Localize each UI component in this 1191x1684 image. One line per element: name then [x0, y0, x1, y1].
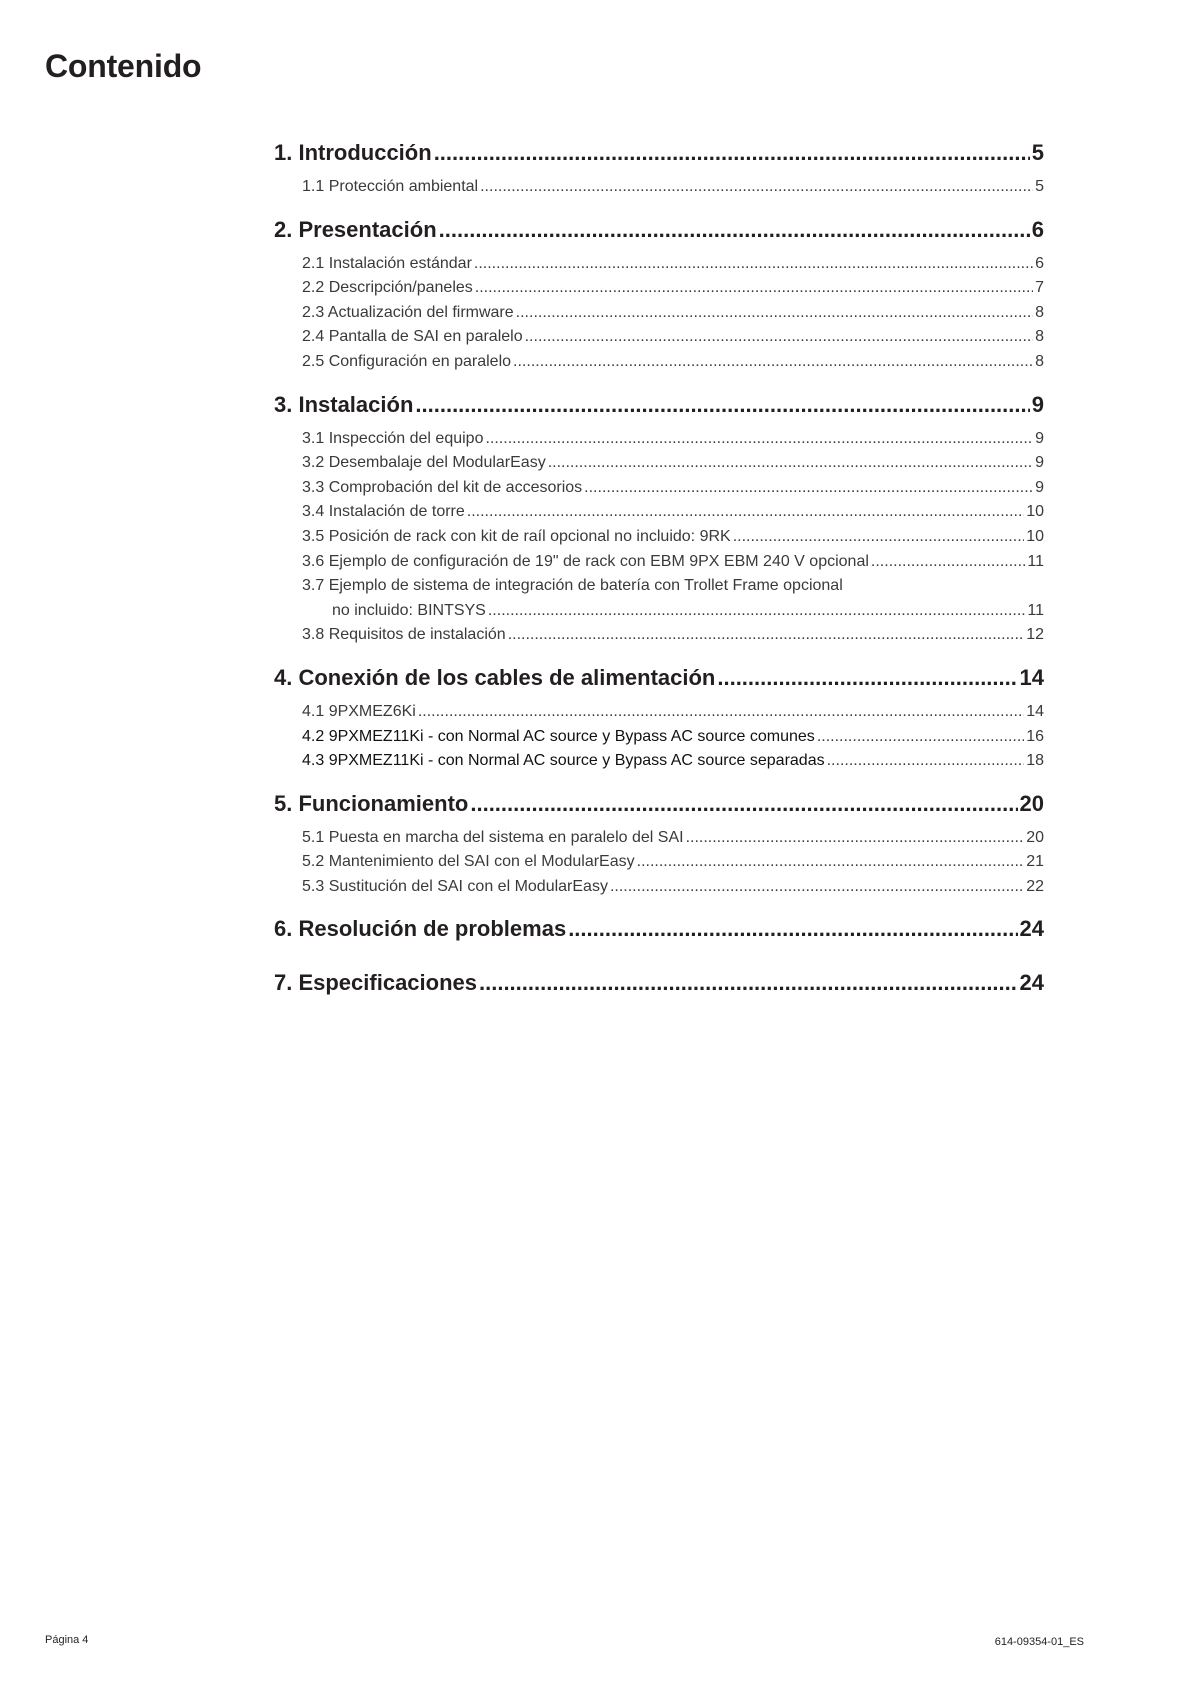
toc-page-number: 16 [1026, 727, 1044, 745]
toc-section-label: 2.2 Descripción/paneles [302, 279, 473, 297]
toc-section-entry[interactable] [302, 875, 1044, 900]
toc-leader-dots [480, 175, 1033, 200]
toc-section-label: 1.1 Protección ambiental [302, 178, 479, 195]
toc-section-entry[interactable] [302, 749, 1044, 774]
toc-leader-dots [475, 276, 1033, 301]
toc-leader-dots [871, 550, 1025, 575]
toc-page-number: 11 [1027, 601, 1044, 619]
toc-chapter-entry[interactable] [274, 137, 1044, 169]
toc-section-label: 3.8 Requisitos de instalación [302, 626, 506, 644]
toc-section-label: 2.5 Configuración en paralelo [302, 352, 512, 370]
toc-leader-dots [479, 967, 1018, 999]
toc-leader-dots [467, 500, 1024, 525]
toc-section-label: 2.3 Actualización del firmware [302, 303, 514, 321]
toc-leader-dots [733, 525, 1025, 550]
toc-page-number: 10 [1026, 503, 1044, 521]
toc-page-number: 14 [1019, 664, 1044, 690]
toc-chapter-7 [274, 967, 1044, 999]
toc-chapter-5 [274, 788, 1044, 900]
toc-chapter-6 [274, 913, 1044, 945]
toc-leader-dots [470, 788, 1017, 820]
toc-leader-dots [434, 137, 1030, 169]
toc-page-number: 6 [1035, 254, 1044, 272]
toc-page-number: 24 [1019, 916, 1044, 942]
toc-section-entry[interactable] [302, 252, 1044, 277]
toc-page-number: 21 [1026, 853, 1044, 871]
toc-leader-dots [568, 913, 1017, 945]
toc-leader-dots [637, 850, 1025, 875]
toc-page-number: 12 [1026, 626, 1044, 644]
footer-page-label: Página 4 [45, 1634, 89, 1646]
toc-page-number: 8 [1035, 303, 1044, 321]
toc-section-entry-continuation[interactable] [302, 599, 1044, 624]
toc-leader-dots [513, 350, 1033, 375]
toc-page-number: 20 [1019, 790, 1044, 816]
toc-chapter-2 [274, 214, 1044, 375]
toc-page-number: 8 [1035, 352, 1044, 370]
toc-section-label: 2.1 Instalación estándar [302, 254, 472, 272]
toc-page-number: 22 [1026, 877, 1044, 895]
toc-section-label-continuation: no incluido: BINTSYS [332, 601, 486, 619]
toc-chapter-label: 7. Especificaciones [274, 970, 477, 996]
toc-page-number: 6 [1031, 216, 1044, 242]
toc-section-entry[interactable] [302, 550, 1044, 575]
page-title: Contenido [45, 48, 202, 84]
toc-chapter-entry[interactable] [274, 913, 1044, 945]
table-of-contents [274, 137, 1044, 1021]
toc-section-entry[interactable] [302, 451, 1044, 476]
toc-section-label: 5.3 Sustitución del SAI con el ModularEasy [302, 877, 608, 895]
toc-chapter-entry[interactable] [274, 662, 1044, 694]
toc-page-number: 9 [1035, 478, 1044, 496]
footer-doc-code: 614-09354-01_ES [994, 1636, 1084, 1648]
toc-section-entry[interactable] [302, 350, 1044, 375]
toc-leader-dots [418, 700, 1024, 725]
toc-leader-dots [610, 875, 1024, 900]
toc-leader-dots [548, 451, 1033, 476]
toc-page-number: 20 [1026, 828, 1044, 846]
toc-section-entry[interactable] [302, 325, 1044, 350]
toc-page-number: 10 [1026, 527, 1044, 545]
toc-leader-dots [485, 427, 1033, 452]
toc-page-number: 14 [1026, 702, 1044, 720]
toc-page-number: 9 [1035, 454, 1044, 472]
toc-section-entry[interactable] [302, 427, 1044, 452]
toc-leader-dots [508, 623, 1025, 648]
toc-section-label: 2.4 Pantalla de SAI en paralelo [302, 328, 523, 346]
toc-chapter-3 [274, 389, 1044, 648]
toc-page-number: 7 [1035, 279, 1044, 297]
toc-leader-dots [474, 252, 1033, 277]
toc-section-entry[interactable] [302, 725, 1044, 750]
toc-chapter-entry[interactable] [274, 788, 1044, 820]
toc-section-entry[interactable] [302, 826, 1044, 851]
toc-leader-dots [686, 826, 1025, 851]
toc-leader-dots [516, 301, 1033, 326]
toc-section-entry[interactable] [302, 500, 1044, 525]
toc-section-entry[interactable] [302, 301, 1044, 326]
toc-chapter-label: 6. Resolución de problemas [274, 916, 567, 942]
toc-page-number: 9 [1035, 429, 1044, 447]
toc-section-entry[interactable] [302, 476, 1044, 501]
toc-leader-dots [488, 599, 1026, 624]
toc-leader-dots [415, 389, 1029, 421]
toc-section-label: 3.7 Ejemplo de sistema de integración de batería con Trollet Frame opcional [302, 577, 843, 595]
toc-page-number: 24 [1019, 970, 1044, 996]
toc-section-label-line1[interactable] [302, 574, 1044, 599]
toc-chapter-label: 3. Instalación [274, 391, 414, 417]
toc-section-label: 4.3 9PXMEZ11Ki - con Normal AC source y Bypass AC source separadas [302, 752, 825, 770]
toc-leader-dots [439, 214, 1030, 246]
toc-chapter-1 [274, 137, 1044, 200]
toc-section-label: 3.2 Desembalaje del ModularEasy [302, 454, 546, 472]
toc-page-number: 5 [1031, 140, 1044, 165]
toc-chapter-label: 4. Conexión de los cables de alimentación [274, 664, 716, 690]
toc-page-number: 8 [1035, 328, 1044, 346]
toc-chapter-entry[interactable] [274, 214, 1044, 246]
toc-leader-dots [817, 725, 1024, 750]
toc-section-entry[interactable] [302, 700, 1044, 725]
toc-chapter-entry[interactable] [274, 389, 1044, 421]
toc-section-entry[interactable] [302, 175, 1044, 200]
toc-section-entry[interactable] [302, 850, 1044, 875]
toc-section-label: 3.4 Instalación de torre [302, 503, 465, 521]
toc-chapter-entry[interactable] [274, 967, 1044, 999]
toc-section-label: 5.1 Puesta en marcha del sistema en paralelo del SAI [302, 828, 684, 846]
toc-page-number: 9 [1031, 391, 1044, 417]
toc-leader-dots [827, 749, 1025, 774]
toc-page-number: 18 [1026, 752, 1044, 770]
toc-leader-dots [525, 325, 1033, 350]
toc-chapter-label: 1. Introducción [274, 140, 432, 165]
toc-section-label: 3.6 Ejemplo de configuración de 19" de rack con EBM 9PX EBM 240 V opcional [302, 552, 869, 570]
toc-section-label: 3.5 Posición de rack con kit de raíl opcional no incluido: 9RK [302, 527, 731, 545]
toc-section-label: 4.1 9PXMEZ6Ki [302, 702, 416, 720]
toc-section-entry[interactable] [302, 623, 1044, 648]
toc-page-number: 5 [1035, 178, 1044, 195]
toc-section-entry[interactable] [302, 276, 1044, 301]
toc-section-entry[interactable] [302, 525, 1044, 550]
toc-chapter-label: 2. Presentación [274, 216, 437, 242]
toc-leader-dots [584, 476, 1033, 501]
toc-section-label: 3.1 Inspección del equipo [302, 429, 484, 447]
toc-section-label: 4.2 9PXMEZ11Ki - con Normal AC source y Bypass AC source comunes [302, 727, 815, 745]
toc-page-number: 11 [1027, 552, 1044, 570]
toc-leader-dots [717, 662, 1017, 694]
toc-section-label: 5.2 Mantenimiento del SAI con el ModularEasy [302, 853, 635, 871]
toc-chapter-label: 5. Funcionamiento [274, 790, 469, 816]
toc-section-label: 3.3 Comprobación del kit de accesorios [302, 478, 583, 496]
toc-chapter-4 [274, 662, 1044, 774]
